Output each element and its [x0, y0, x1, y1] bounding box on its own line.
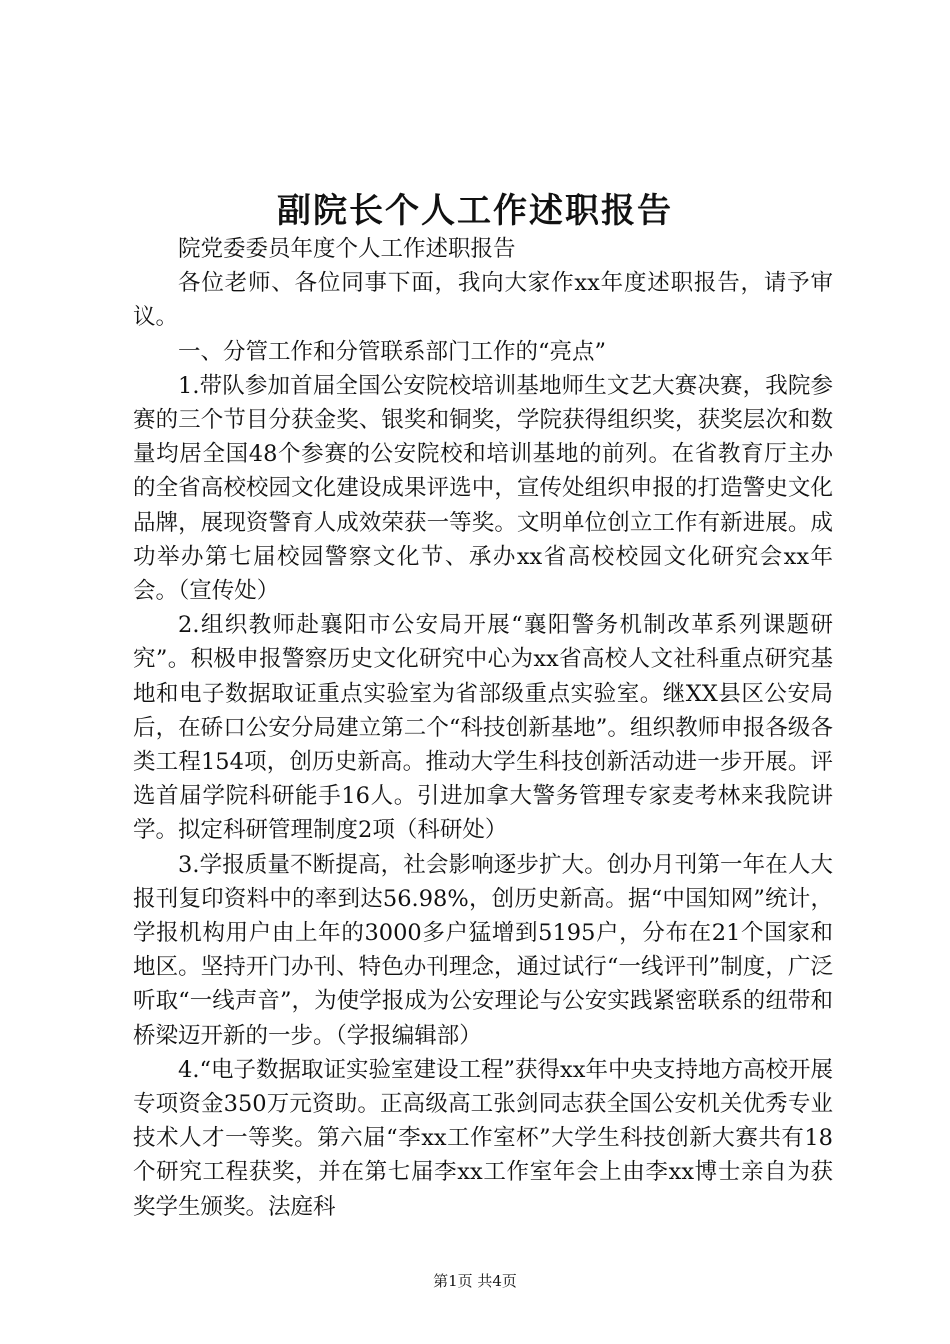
document-body	[133, 232, 833, 1224]
item-4-paragraph: 4.“电子数据取证实验室建设工程”获得xx年中央支持地方高校开展专项资金350万元资助。正高级高工张剑同志获全国公安机关优秀专业技术人才一等奖。第六届“李xx工作室杯”大学生科技创新大赛共有18个研究工程获奖，并在第七届李xx工作室年会上由李xx博士亲自为获奖学生颁奖。法庭科	[133, 1056, 833, 1220]
document-title: 副院长个人工作述职报告	[277, 191, 673, 231]
item-2-paragraph: 2.组织教师赴襄阳市公安局开展“襄阳警务机制改革系列课题研究”。积极申报警察历史文化研究中心为xx省高校人文社科重点研究基地和电子数据取证重点实验室为省部级重点实验室。继XX县区公安局后，在硚口公安分局建立第二个“科技创新基地”。组织教师申报各级各类工程154项，创历史新高。推动大学生科技创新活动进一步开展。评选首届学院科研能手16人。引进加拿大警务管理专家麦考林来我院讲学。拟定科研管理制度2项（科研处）	[133, 612, 833, 844]
document-subtitle: 院党委委员年度个人工作述职报告	[178, 236, 516, 262]
item-1-paragraph: 1.带队参加首届全国公安院校培训基地师生文艺大赛决赛，我院参赛的三个节目分获金奖、银奖和铜奖，学院获得组织奖，获奖层次和数量均居全国48个参赛的公安院校和培训基地的前列。在省教育厅主办的全省高校校园文化建设成果评选中，宣传处组织申报的打造警史文化品牌，展现资警育人成效荣获一等奖。文明单位创立工作有新进展。成功举办第七届校园警察文化节、承办xx省高校校园文化研究会xx年会。（宣传处）	[133, 372, 833, 605]
item-3-paragraph: 3.学报质量不断提高，社会影响逐步扩大。创办月刊第一年在人大报刊复印资料中的率到达56.98%，创历史新高。据“中国知网”统计，学报机构用户由上年的3000多户猛增到5195户，分布在21个国家和地区。坚持开门办刊、特色办刊理念，通过试行“一线评刊”制度，广泛听取“一线声音”，为使学报成为公安理论与公安实践紧密联系的纽带和桥梁迈开新的一步。（学报编辑部）	[133, 851, 833, 1049]
page-footer: 第1页 共4页	[433, 1272, 517, 1290]
section-heading: 一、分管工作和分管联系部门工作的“亮点”	[178, 338, 607, 365]
salutation-paragraph: 各位老师、各位同事下面，我向大家作xx年度述职报告，请予审议。	[133, 270, 833, 331]
